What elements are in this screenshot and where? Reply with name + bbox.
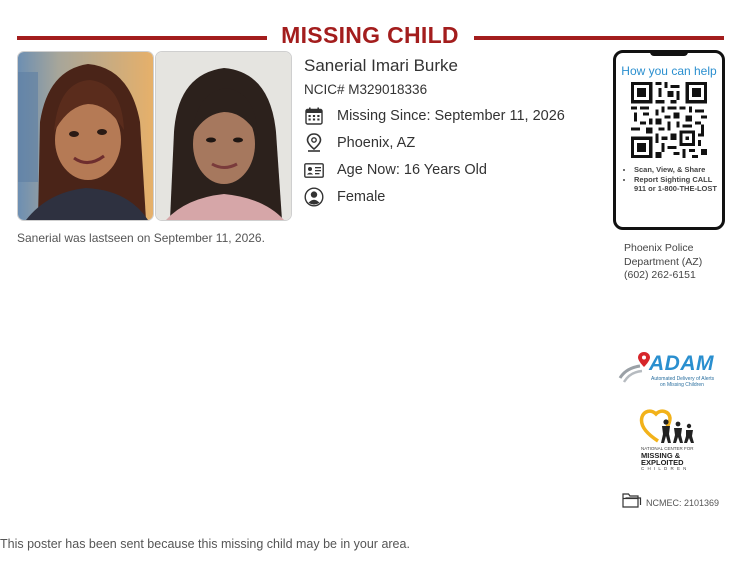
agency-phone[interactable]: (602) 262-6151 — [624, 269, 696, 281]
banner-rule-left — [17, 36, 267, 40]
case-number-text: NCMEC: 2101369 — [646, 498, 720, 508]
calendar-icon — [304, 106, 324, 126]
adam-tagline-1: Automated Delivery of Alerts — [651, 376, 715, 382]
location-row — [304, 132, 415, 154]
agency-name-line1: Phoenix Police — [624, 242, 694, 254]
last-location: Phoenix, AZ — [337, 135, 416, 151]
ncmec-logo — [638, 408, 702, 472]
poster-title: MISSING CHILD — [281, 22, 459, 48]
ncic-number: NCIC# M329018336 — [304, 82, 428, 97]
phone-notch — [650, 52, 688, 56]
last-seen-caption: Sanerial was lastseen on September 11, 2026. — [17, 231, 265, 245]
adam-wordmark: ADAM — [649, 352, 714, 375]
ncmec-heart-family-icon — [638, 408, 702, 446]
help-card-title: How you can help — [621, 64, 717, 78]
adam-logo — [616, 350, 720, 390]
child-name: Sanerial Imari Burke — [304, 56, 459, 75]
ncmec-line-4: CHILDREN — [641, 466, 690, 471]
child-photo-1 — [17, 51, 154, 221]
agency-contact — [624, 242, 702, 283]
banner-rule-right — [474, 36, 724, 40]
help-card-list — [622, 165, 720, 194]
case-number — [622, 493, 719, 513]
footer-note: This poster has been sent because this missing child may be in your area. — [0, 537, 410, 551]
help-card-bullet: • Scan, View, & Share — [634, 165, 720, 174]
sex-row — [304, 186, 385, 208]
sex: Female — [337, 189, 386, 205]
missing-since-row — [304, 105, 565, 127]
map-pin-icon — [304, 133, 324, 153]
help-card-bullet: • Report Sighting CALL 911 or 1-800-THE-LOST — [634, 175, 720, 193]
missing-since: Missing Since: September 11, 2026 — [337, 108, 565, 124]
agency-name-line2: Department (AZ) — [624, 255, 703, 268]
age-now: Age Now: 16 Years Old — [337, 162, 487, 178]
ncmec-line-2: MISSING & — [641, 451, 681, 460]
help-card — [613, 50, 725, 230]
person-icon — [304, 187, 324, 207]
qr-code[interactable] — [631, 82, 707, 158]
age-row — [304, 159, 487, 181]
ncmec-line-3: EXPLOITED — [641, 458, 684, 467]
ncmec-line-1: NATIONAL CENTER FOR — [641, 446, 694, 451]
child-photo-2 — [155, 51, 292, 221]
folder-icon — [622, 493, 642, 513]
adam-tagline-2: on Missing Children — [660, 382, 704, 388]
id-card-icon — [304, 160, 324, 180]
